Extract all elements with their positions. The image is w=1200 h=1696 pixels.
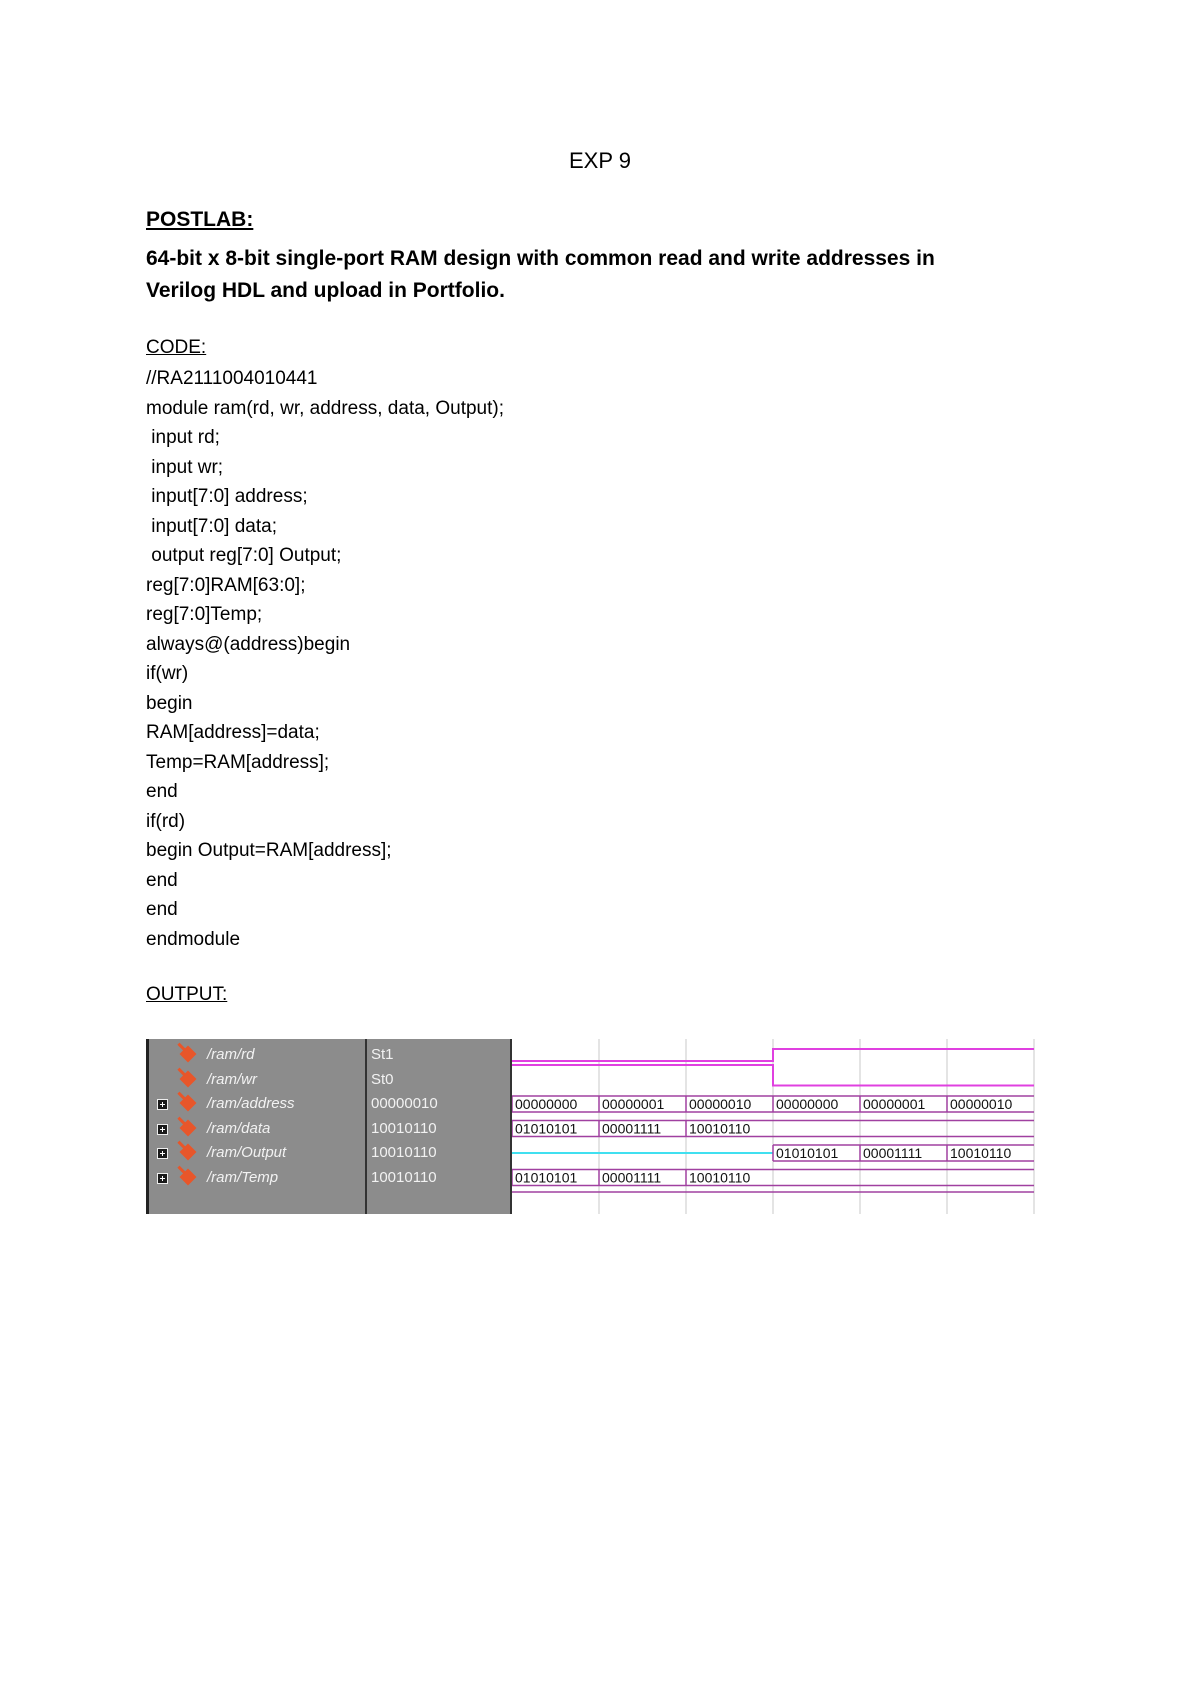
code-line: module ram(rd, wr, address, data, Output); [146, 397, 504, 419]
signal-values-panel [365, 1039, 512, 1214]
signal-diamond-icon [180, 1168, 197, 1185]
code-block [146, 364, 504, 954]
bus-value-label: 10010110 [950, 1145, 1012, 1161]
signal-row[interactable] [149, 1043, 368, 1067]
signal-names-panel [146, 1039, 365, 1214]
signal-name: /ram/data [207, 1119, 271, 1137]
signal-name: /ram/Output [207, 1144, 287, 1161]
code-line: input rd; [146, 427, 220, 448]
bus-value-label: 00001111 [602, 1120, 662, 1137]
code-line: begin Output=RAM[address]; [146, 840, 392, 861]
code-line: endmodule [146, 928, 241, 950]
expand-icon[interactable] [157, 1148, 168, 1159]
signal-row[interactable] [149, 1117, 368, 1141]
signal-name: /ram/wr [207, 1070, 257, 1088]
bus-value-label: 00001111 [863, 1145, 923, 1161]
bus-value-label: 01010101 [515, 1169, 578, 1186]
code-line: reg[7:0]Temp; [146, 604, 263, 625]
code-line: RAM[address]=data; [146, 722, 320, 743]
signal-value: 10010110 [371, 1168, 437, 1186]
bus-value-label: 00000010 [689, 1096, 752, 1112]
code-line: if(rd) [146, 810, 186, 832]
signal-value: St0 [371, 1070, 394, 1088]
code-line: reg[7:0]RAM[63:0]; [146, 574, 306, 596]
bus-value-label: 10010110 [689, 1120, 751, 1137]
signal-value: 00000010 [371, 1095, 438, 1112]
bus-value-label: 01010101 [776, 1145, 839, 1161]
signal-name: /ram/rd [207, 1046, 255, 1063]
bus-value-label: 00001111 [602, 1169, 662, 1186]
code-line: input wr; [146, 456, 224, 478]
bus-value-label: 00000000 [515, 1096, 578, 1112]
expand-icon[interactable] [157, 1173, 168, 1184]
code-heading: CODE: [146, 337, 207, 358]
code-line: end [146, 781, 178, 802]
code-line: //RA2111004010441 [146, 368, 318, 389]
bus-value-label: 01010101 [515, 1120, 578, 1137]
code-line: if(wr) [146, 663, 189, 684]
signal-diamond-icon [180, 1144, 197, 1161]
bus-value-label: 10010110 [689, 1169, 751, 1186]
signal-diamond-icon [180, 1070, 197, 1087]
signal-value: 10010110 [371, 1119, 437, 1137]
signal-diamond-icon [180, 1119, 197, 1136]
bus-value-label: 00000010 [950, 1096, 1013, 1112]
waveform-viewer [146, 1039, 1070, 1214]
code-line: input[7:0] address; [146, 486, 308, 507]
output-heading: OUTPUT: [146, 984, 228, 1005]
task-description: 64-bit x 8-bit single-port RAM design with common read and write addresses in Verilog HDL and upload in Portfolio. [146, 247, 935, 302]
bus-value-label: 00000001 [863, 1096, 926, 1112]
code-line: end [146, 869, 178, 891]
code-line: output reg[7:0] Output; [146, 545, 342, 566]
postlab-heading: POSTLAB: [146, 208, 254, 231]
signal-name: /ram/address [207, 1095, 295, 1112]
bus-value-label: 00000000 [776, 1096, 839, 1112]
code-line: Temp=RAM[address]; [146, 751, 330, 773]
signal-row[interactable] [149, 1068, 368, 1092]
signal-diamond-icon [180, 1046, 197, 1063]
signal-name: /ram/Temp [207, 1168, 279, 1186]
signal-row[interactable] [149, 1141, 368, 1165]
signal-value: St1 [371, 1046, 394, 1063]
expand-icon[interactable] [157, 1099, 168, 1110]
expand-icon[interactable] [157, 1124, 168, 1135]
bit-wave [512, 1049, 1034, 1061]
waveform-canvas [512, 1039, 1070, 1214]
signal-value: 10010110 [371, 1144, 437, 1161]
code-line: begin [146, 692, 193, 714]
signal-diamond-icon [180, 1095, 197, 1112]
signal-row[interactable] [149, 1092, 368, 1116]
code-line: always@(address)begin [146, 633, 351, 655]
waveform-plot [512, 1039, 1070, 1214]
code-line: input[7:0] data; [146, 515, 277, 537]
page-title: EXP 9 [569, 148, 631, 173]
bus-value-label: 00000001 [602, 1096, 665, 1112]
bit-wave [512, 1065, 1034, 1086]
code-line: end [146, 899, 178, 920]
signal-row[interactable] [149, 1166, 368, 1190]
